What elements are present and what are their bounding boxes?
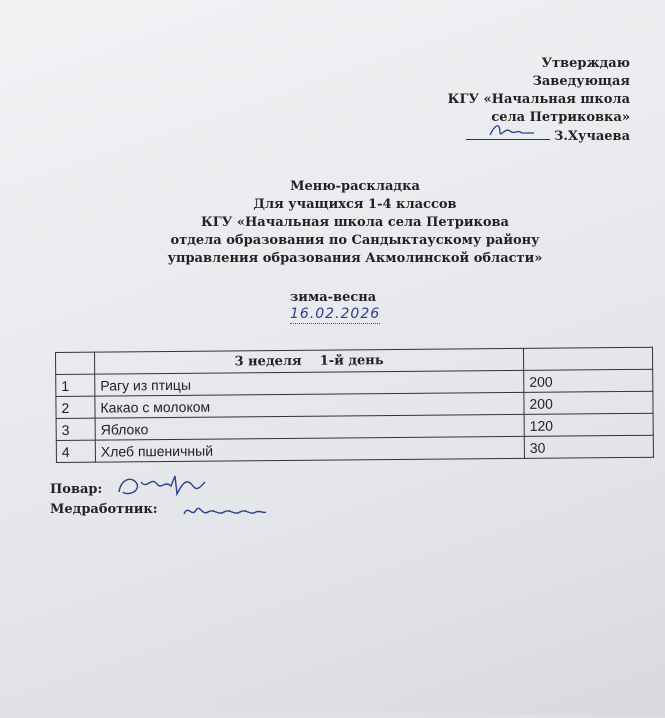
row-number: 1 [56,374,95,396]
approval-signature-row [448,127,630,146]
heading-line-5: управления образования Акмолинской области» [167,251,543,266]
heading-line-2: Для учащихся 1-4 классов [253,197,457,212]
approval-line-2: Заведующая [532,74,630,89]
row-item: Яблоко [95,414,524,440]
row-number: 2 [56,396,95,418]
row-item: Рагу из птицы [95,370,524,396]
row-item: Хлеб пшеничный [95,436,524,462]
table-header-title: 3 неделя 1-й день [95,348,524,374]
document-heading [155,178,555,268]
row-number: 3 [56,418,95,440]
heading-line-4: отдела образования по Сандыктаускому району [170,233,540,248]
row-item: Какао с молоком [95,392,524,418]
row-quantity: 200 [524,391,653,414]
cook-signature-icon [115,472,210,502]
heading-line-3: КГУ «Начальная школа села Петрикова [200,215,509,230]
table-row [56,435,653,462]
row-number: 4 [56,440,95,462]
table-header-blank [56,352,95,374]
row-quantity: 30 [524,435,653,458]
signature-line [466,127,550,140]
row-quantity: 120 [524,413,653,436]
handwritten-date: 16.02.2026 [290,306,381,322]
approval-line-1: Утверждаю [541,56,630,71]
director-signature-icon [488,121,538,141]
approval-block [448,55,630,146]
table-header-blank [523,347,652,370]
row-quantity: 200 [524,369,653,392]
cook-label: Повар: [50,482,103,497]
approval-line-4: села Петриковка» [491,110,630,125]
season-label: зима-весна [290,290,377,305]
approval-signer: З.Хучаева [554,129,630,144]
medic-signature-icon [180,500,270,524]
heading-line-1: Меню-раскладка [290,179,420,194]
medic-label: Медработник: [50,502,158,517]
approval-line-3: КГУ «Начальная школа [447,92,630,107]
menu-table [55,347,654,463]
